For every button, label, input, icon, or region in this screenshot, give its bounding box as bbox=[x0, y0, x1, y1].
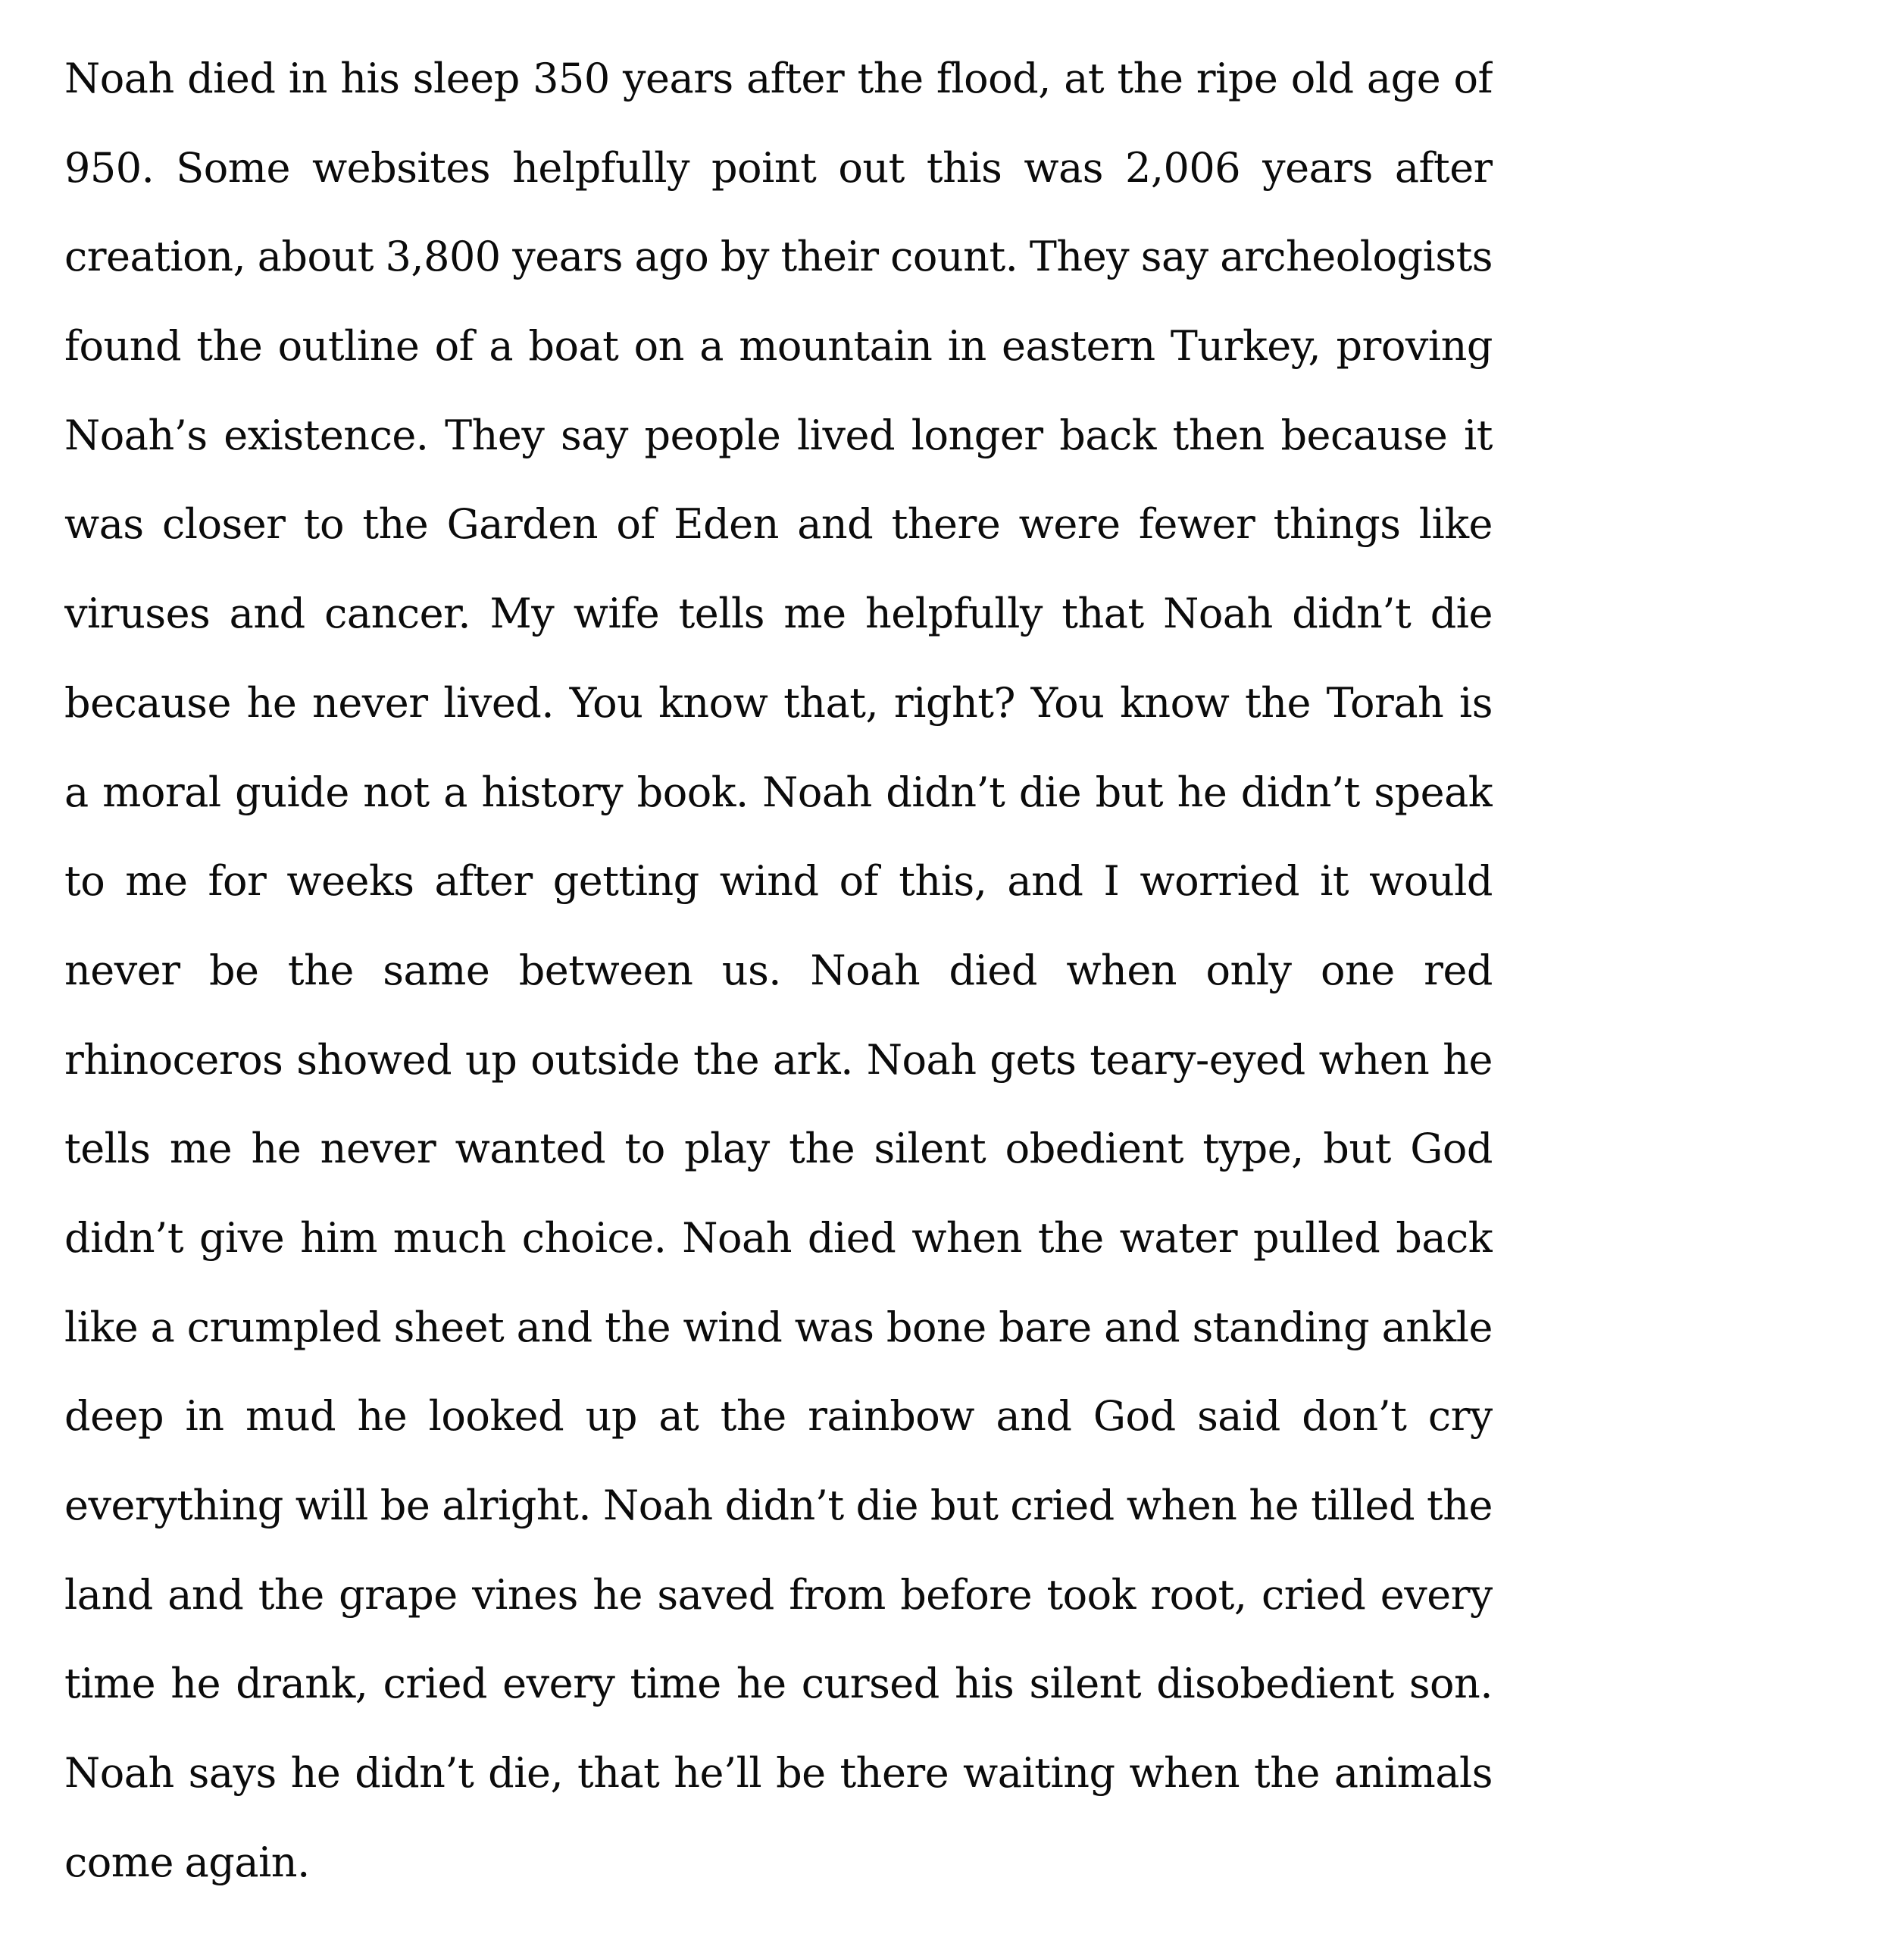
text-line: didn’t give him much choice. Noah died when the water pulled back bbox=[64, 1213, 1493, 1262]
text-line: Noah died in his sleep 350 years after the flood, at the ripe old age of bbox=[64, 55, 1493, 102]
text-line: tells me he never wanted to play the silent obedient type, but God bbox=[64, 1125, 1493, 1173]
text-line: Noah says he didn’t die, that he’ll be there waiting when the animals bbox=[64, 1749, 1493, 1798]
text-line: a moral guide not a history book. Noah didn’t die but he didn’t speak bbox=[64, 768, 1493, 816]
text-line: rhinoceros showed up outside the ark. Noah gets teary-eyed when he bbox=[64, 1035, 1493, 1084]
text-line: was closer to the Garden of Eden and there were fewer things like bbox=[64, 500, 1493, 549]
text-line: to me for weeks after getting wind of this, and I worried it would bbox=[64, 857, 1493, 906]
text-line: everything will be alright. Noah didn’t die but cried when he tilled the bbox=[64, 1482, 1493, 1529]
text-line: found the outline of a boat on a mountain in eastern Turkey, proving bbox=[64, 322, 1493, 371]
text-line: come again. bbox=[64, 1838, 310, 1886]
text-line: because he never lived. You know that, right? You know the Torah is bbox=[64, 678, 1493, 727]
text-line: creation, about 3,800 years ago by their count. They say archeologists bbox=[64, 233, 1493, 281]
text-line: like a crumpled sheet and the wind was bone bare and standing ankle bbox=[64, 1303, 1493, 1351]
poem-text bbox=[64, 34, 1493, 1907]
text-line: 950. Some websites helpfully point out this was 2,006 years after bbox=[64, 143, 1493, 192]
text-line: viruses and cancer. My wife tells me helpfully that Noah didn’t die bbox=[64, 590, 1493, 638]
text-line: never be the same between us. Noah died when only one red bbox=[64, 946, 1493, 994]
text-line: deep in mud he looked up at the rainbow and God said don’t cry bbox=[64, 1392, 1493, 1441]
text-line: time he drank, cried every time he cursed his silent disobedient son. bbox=[64, 1660, 1493, 1708]
text-line: land and the grape vines he saved from before took root, cried every bbox=[64, 1570, 1493, 1619]
text-line: Noah’s existence. They say people lived longer back then because it bbox=[64, 411, 1493, 459]
